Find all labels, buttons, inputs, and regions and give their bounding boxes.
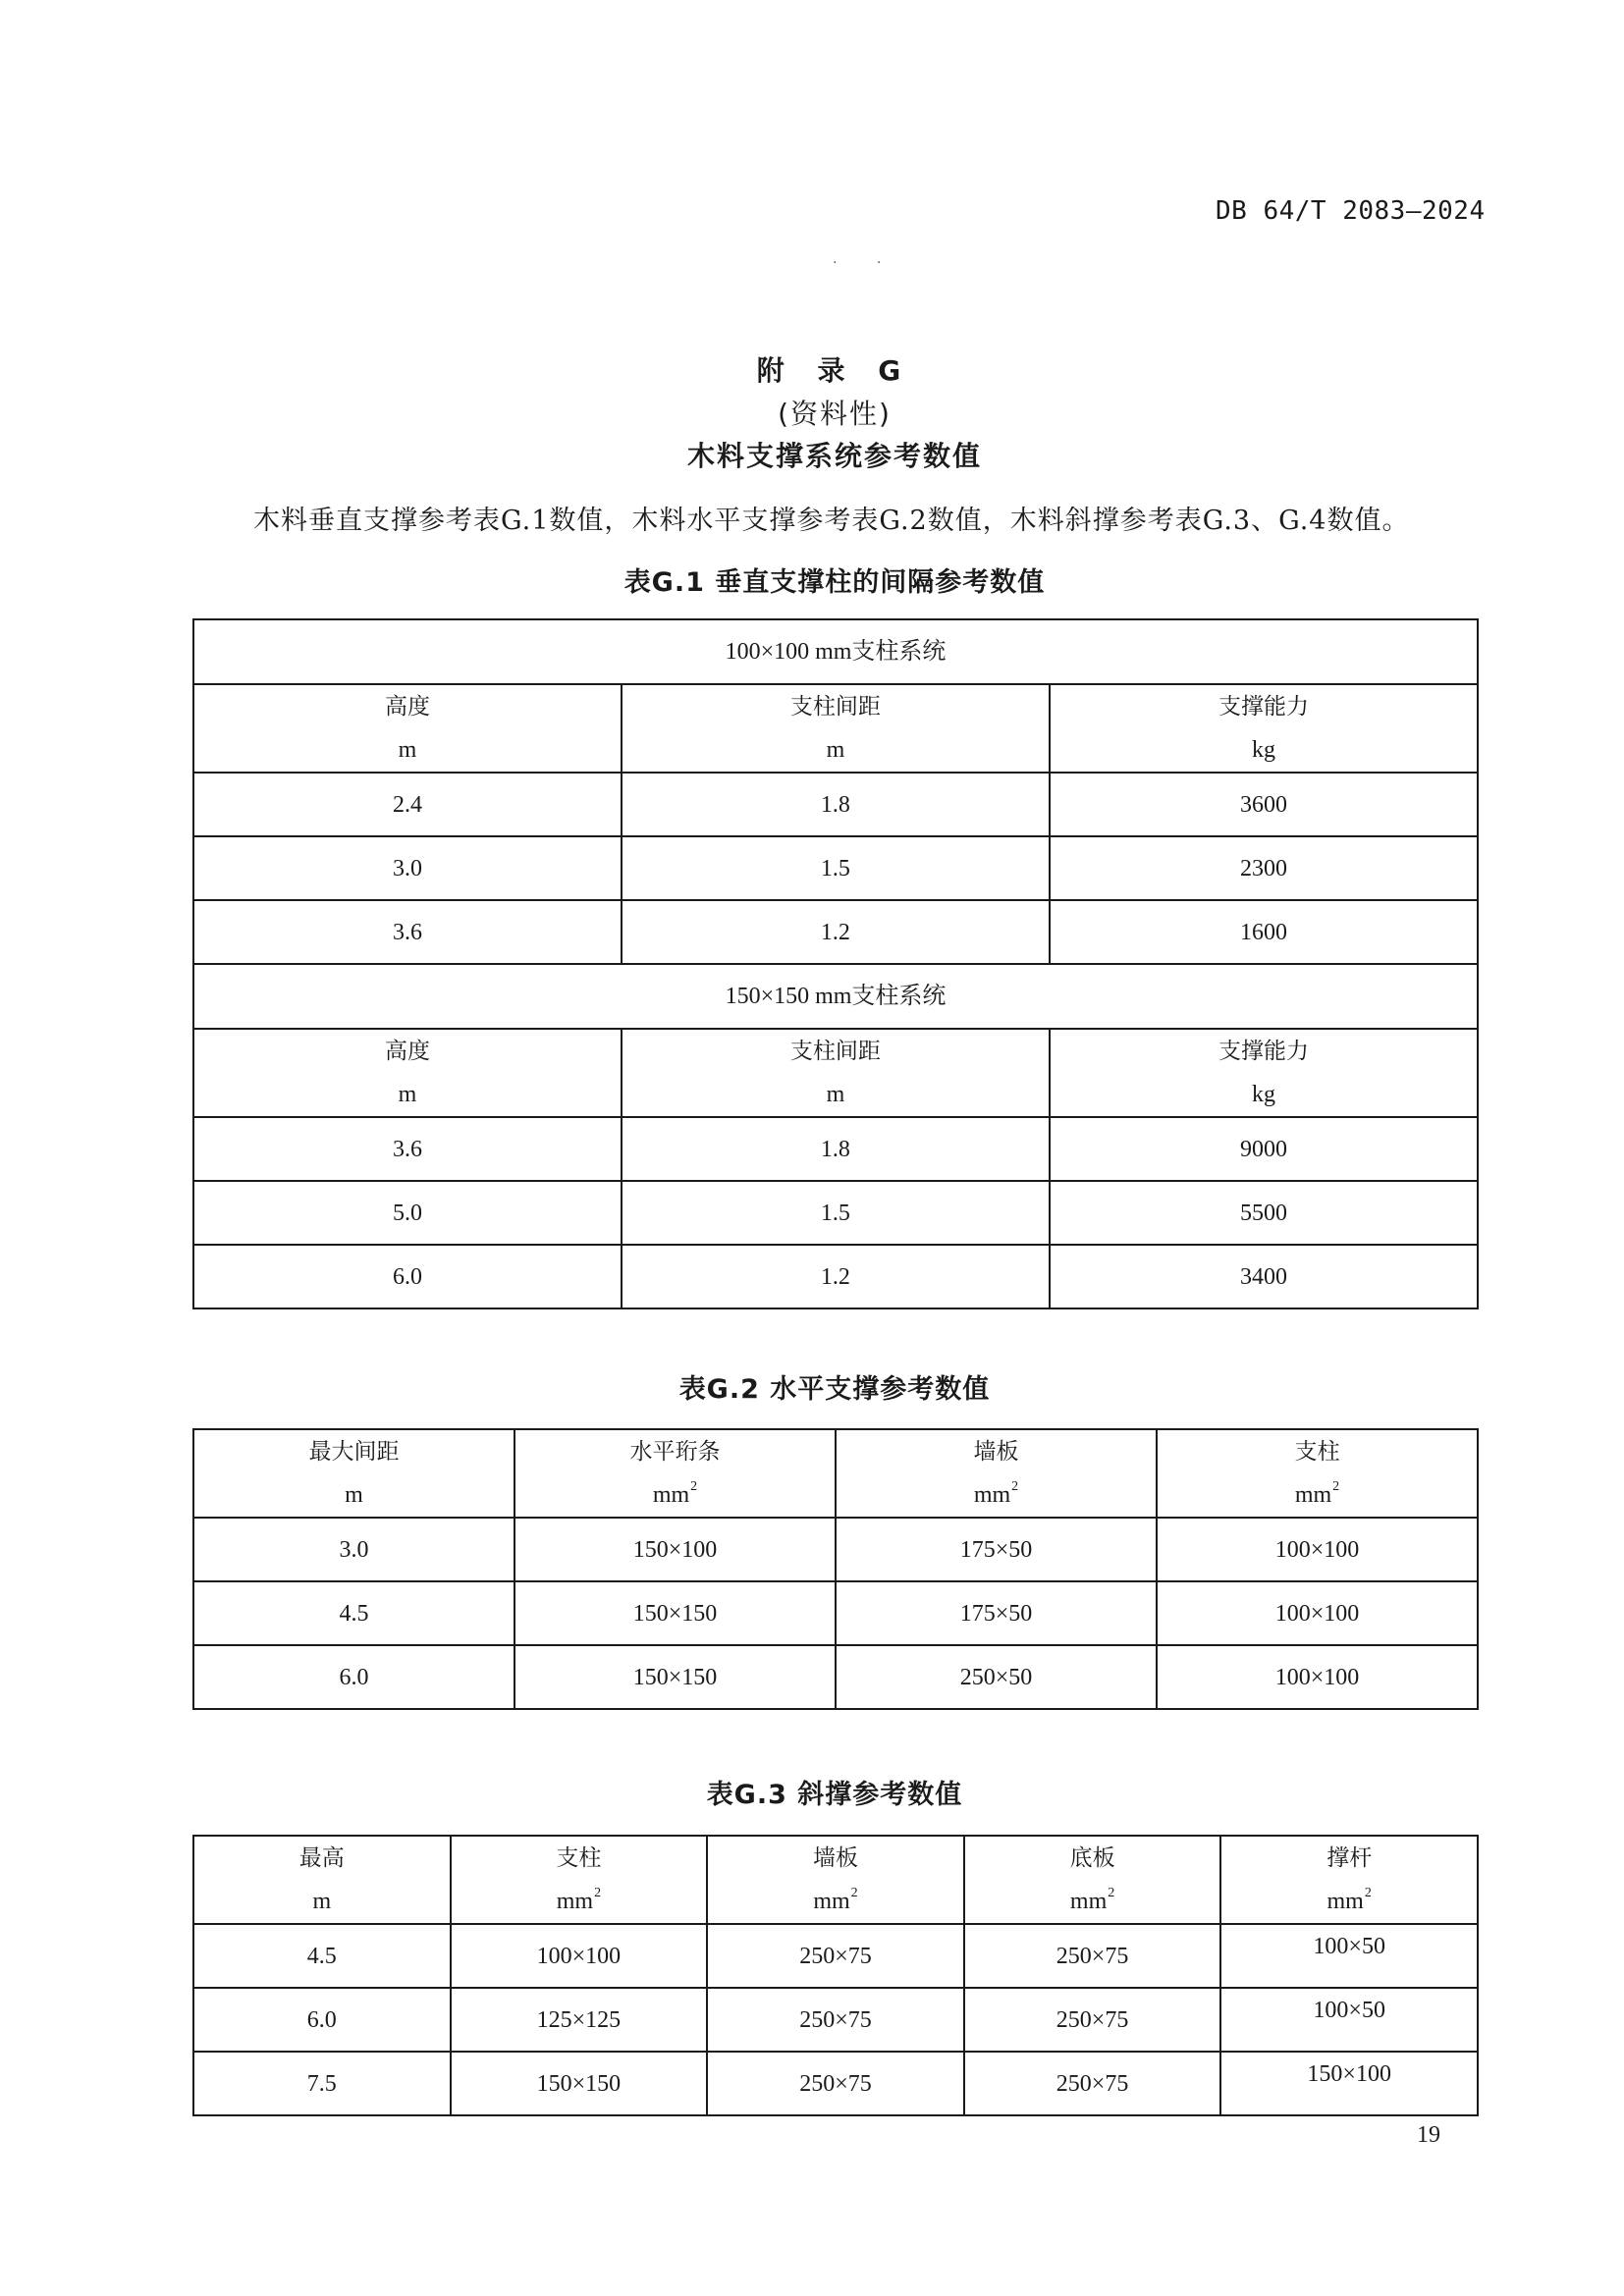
table-cell: 150×150 — [514, 1645, 836, 1709]
table1-header-row — [193, 1029, 1478, 1117]
table-cell: 1.5 — [622, 1181, 1050, 1245]
table-cell: 250×75 — [964, 1988, 1221, 2052]
header-name: 支撑能力 — [1218, 1039, 1309, 1064]
table-cell: 250×75 — [707, 2052, 964, 2115]
header-name: 最大间距 — [308, 1439, 400, 1465]
table-cell: 1.8 — [622, 1117, 1050, 1181]
table-row — [193, 2052, 1478, 2115]
table-cell: 1.2 — [622, 900, 1050, 964]
unit-superscript: 2 — [1332, 1479, 1340, 1494]
header-unit: mm — [1294, 1482, 1332, 1508]
table-row — [193, 1924, 1478, 1988]
unit-superscript: 2 — [594, 1886, 602, 1900]
header-unit: m — [826, 737, 845, 763]
header-name: 墙板 — [812, 1845, 858, 1871]
table3-header-cell — [451, 1836, 708, 1924]
header-name: 高度 — [384, 1039, 430, 1064]
table-cell: 9000 — [1050, 1117, 1478, 1181]
table-cell: 3.0 — [193, 836, 622, 900]
table2-caption: 表G.2 水平支撑参考数值 — [678, 1374, 991, 1405]
table-row — [193, 836, 1478, 900]
table3-header-cell — [1220, 1836, 1478, 1924]
cell-value: 100×50 — [1313, 1997, 1385, 2023]
table-cell: 3.6 — [193, 900, 622, 964]
table-cell: 250×75 — [964, 2052, 1221, 2115]
table-cell: 250×75 — [707, 1924, 964, 1988]
unit-superscript: 2 — [1364, 1886, 1372, 1900]
table1-header-cell — [622, 684, 1050, 773]
table1-caption: 表G.1 垂直支撑柱的间隔参考数值 — [623, 567, 1046, 598]
unit-superscript: 2 — [690, 1479, 698, 1494]
intro-paragraph: 木料垂直支撑参考表G.1数值，木料水平支撑参考表G.2数值，木料斜撑参考表G.3、G.4数值。 — [253, 506, 1410, 536]
table-cell: 250×75 — [707, 1988, 964, 2052]
table-cell: 4.5 — [193, 1581, 514, 1645]
appendix-title: 木料支撑系统参考数值 — [686, 440, 982, 472]
table3 — [192, 1835, 1479, 2116]
unit-superscript: 2 — [1011, 1479, 1019, 1494]
table-row — [193, 1181, 1478, 1245]
table-cell — [1220, 1924, 1478, 1988]
table-cell: 4.5 — [193, 1924, 451, 1988]
header-dots: . . — [833, 251, 899, 267]
table-cell: 250×75 — [964, 1924, 1221, 1988]
table-cell: 3400 — [1050, 1245, 1478, 1308]
header-name: 高度 — [384, 694, 430, 720]
header-unit: mm — [556, 1889, 594, 1914]
page-number: 19 — [1417, 2122, 1440, 2148]
table3-header-cell — [193, 1836, 451, 1924]
table1-system2: 150×150 mm支柱系统 — [193, 964, 1478, 1029]
table-cell: 3.6 — [193, 1117, 622, 1181]
header-unit: mm — [1326, 1889, 1364, 1914]
table-cell: 1.5 — [622, 836, 1050, 900]
table-cell: 1.2 — [622, 1245, 1050, 1308]
unit-superscript: 2 — [1108, 1886, 1115, 1900]
table-cell: 175×50 — [836, 1518, 1157, 1581]
table-cell: 6.0 — [193, 1245, 622, 1308]
table-row — [193, 1117, 1478, 1181]
table-cell: 7.5 — [193, 2052, 451, 2115]
appendix-type: (资料性) — [778, 398, 892, 430]
table1-system1: 100×100 mm支柱系统 — [193, 619, 1478, 684]
table1 — [192, 618, 1479, 1309]
table-cell: 2.4 — [193, 773, 622, 836]
header-unit: mm — [813, 1889, 850, 1914]
table-cell: 100×100 — [1157, 1581, 1478, 1645]
table1-system2-row — [193, 964, 1478, 1029]
table-cell: 100×100 — [1157, 1518, 1478, 1581]
header-unit: m — [398, 1082, 417, 1107]
table2 — [192, 1428, 1479, 1710]
table-row — [193, 1581, 1478, 1645]
table-cell: 250×50 — [836, 1645, 1157, 1709]
header-name: 支柱 — [1294, 1439, 1340, 1465]
header-name: 支柱 — [556, 1845, 602, 1871]
header-name: 最高 — [298, 1845, 345, 1871]
table-cell: 125×125 — [451, 1988, 708, 2052]
table-cell: 150×150 — [451, 2052, 708, 2115]
table1-header-row — [193, 684, 1478, 773]
header-name: 撑杆 — [1326, 1845, 1373, 1871]
table2-header-cell — [514, 1429, 836, 1518]
table-cell: 5500 — [1050, 1181, 1478, 1245]
table2-header-row — [193, 1429, 1478, 1518]
header-unit: m — [826, 1082, 845, 1107]
table-row — [193, 900, 1478, 964]
table-row — [193, 1988, 1478, 2052]
header-unit: m — [312, 1889, 332, 1914]
header-name: 支柱间距 — [789, 1039, 881, 1064]
table-cell — [1220, 2052, 1478, 2115]
table3-caption: 表G.3 斜撑参考数值 — [706, 1780, 963, 1810]
table-row — [193, 773, 1478, 836]
table-cell: 3600 — [1050, 773, 1478, 836]
header-name: 水平珩条 — [629, 1439, 721, 1465]
table2-header-cell — [836, 1429, 1157, 1518]
table1-header-cell — [193, 684, 622, 773]
header-unit: mm — [1069, 1889, 1108, 1914]
table-row — [193, 1645, 1478, 1709]
unit-superscript: 2 — [850, 1886, 858, 1900]
header-unit: m — [398, 737, 417, 763]
table3-header-row — [193, 1836, 1478, 1924]
cell-value: 100×50 — [1313, 1933, 1385, 1959]
header-name: 墙板 — [973, 1439, 1019, 1465]
header-unit: mm — [652, 1482, 690, 1508]
header-name: 底板 — [1069, 1845, 1115, 1871]
table-cell: 175×50 — [836, 1581, 1157, 1645]
header-name: 支柱间距 — [789, 694, 881, 720]
table1-header-cell — [1050, 684, 1478, 773]
table-cell: 100×100 — [451, 1924, 708, 1988]
header-unit: kg — [1251, 1082, 1275, 1107]
table-cell: 150×100 — [514, 1518, 836, 1581]
table-row — [193, 1245, 1478, 1308]
table1-header-cell — [1050, 1029, 1478, 1117]
document-code: DB 64/T 2083—2024 — [1216, 196, 1486, 226]
table-row — [193, 1518, 1478, 1581]
header-unit: mm — [973, 1482, 1011, 1508]
table1-system1-row — [193, 619, 1478, 684]
table-cell: 1600 — [1050, 900, 1478, 964]
header-unit: m — [345, 1482, 363, 1508]
table2-header-cell — [193, 1429, 514, 1518]
table-cell — [1220, 1988, 1478, 2052]
cell-value: 150×100 — [1307, 2060, 1391, 2087]
appendix-label: 附 录 G — [756, 354, 913, 387]
table-cell: 5.0 — [193, 1181, 622, 1245]
table3-header-cell — [964, 1836, 1221, 1924]
table1-header-cell — [193, 1029, 622, 1117]
table-cell: 6.0 — [193, 1645, 514, 1709]
table1-header-cell — [622, 1029, 1050, 1117]
table-cell: 2300 — [1050, 836, 1478, 900]
table-cell: 100×100 — [1157, 1645, 1478, 1709]
table2-header-cell — [1157, 1429, 1478, 1518]
table3-header-cell — [707, 1836, 964, 1924]
header-unit: kg — [1251, 737, 1275, 763]
table-cell: 1.8 — [622, 773, 1050, 836]
header-name: 支撑能力 — [1218, 694, 1309, 720]
table-cell: 3.0 — [193, 1518, 514, 1581]
table-cell: 150×150 — [514, 1581, 836, 1645]
table-cell: 6.0 — [193, 1988, 451, 2052]
